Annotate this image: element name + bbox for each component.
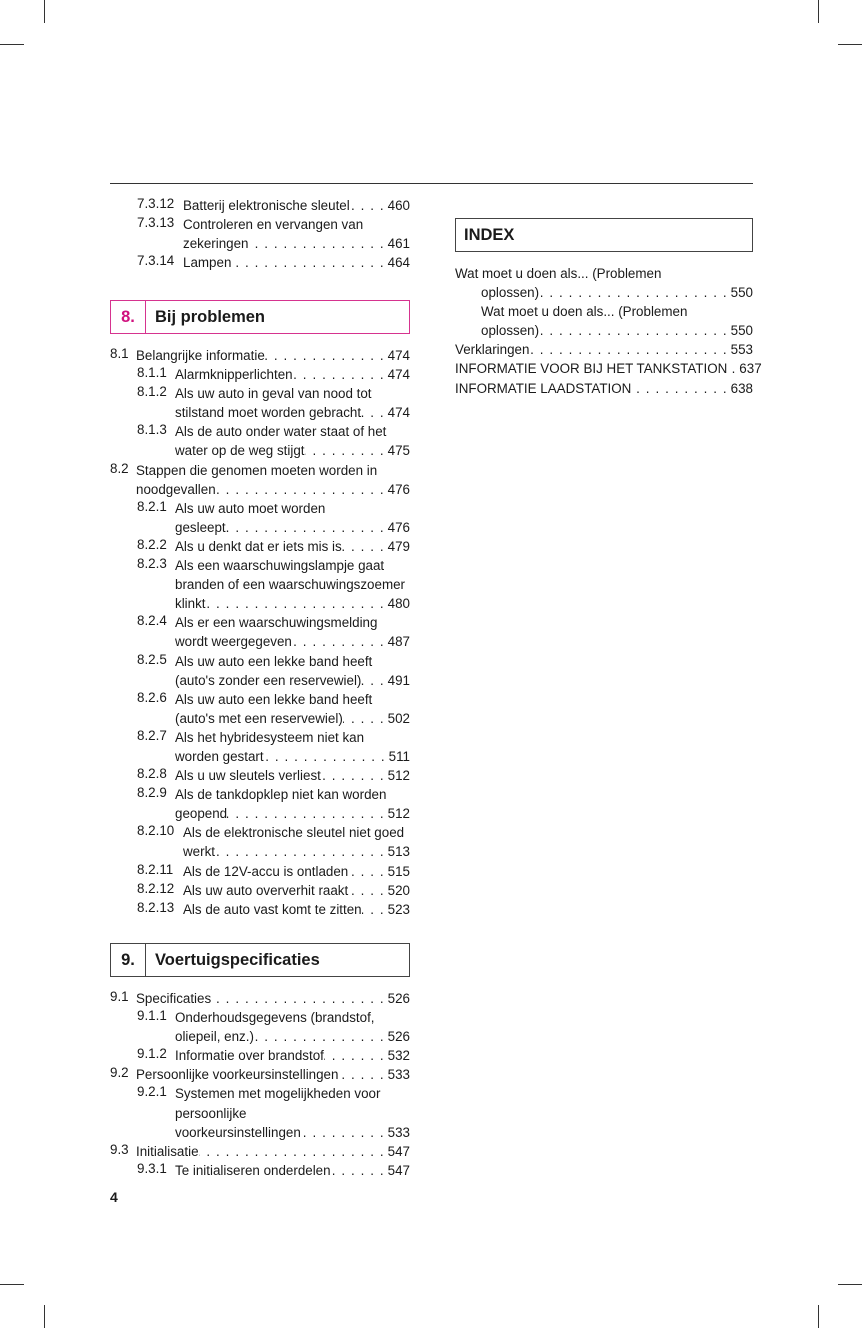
page-reference: 479 (387, 538, 410, 554)
entry-title: Te initialiseren onderdelen (175, 1162, 331, 1178)
page-reference: 533 (387, 1067, 410, 1083)
crop-mark (0, 1284, 24, 1285)
page-reference: 526 (387, 1029, 410, 1045)
entry-title: Wat moet u doen als... (Problemen (455, 266, 662, 281)
crop-mark (0, 44, 24, 45)
page-reference: 515 (387, 863, 410, 879)
entry-number: 8.2 (110, 460, 129, 476)
entry-title: Als de elektronische sleutel niet goed (183, 825, 405, 841)
entry-title: gesleept (175, 519, 226, 535)
toc-entry[interactable] (455, 302, 753, 340)
entry-title: oplossen) (481, 285, 540, 301)
dot-leader (211, 989, 387, 1008)
entry-title: Verklaringen (455, 342, 530, 358)
entry-title: Als er een waarschuwingsmelding (175, 615, 378, 631)
toc-entry[interactable] (110, 1065, 410, 1084)
dot-leader (348, 862, 387, 881)
page-reference: 512 (387, 768, 410, 784)
toc-entry[interactable] (110, 862, 410, 881)
entry-number: 8.2.10 (137, 823, 175, 839)
toc-entry[interactable] (455, 379, 753, 398)
header-rule (110, 183, 753, 184)
entry-title: Als uw auto moet worden (175, 500, 326, 516)
toc-entry[interactable] (110, 823, 410, 861)
dot-leader (361, 671, 387, 690)
chapter-number: 8. (111, 301, 146, 333)
entry-title: Persoonlijke voorkeursinstellingen (136, 1067, 339, 1083)
page-reference: 491 (387, 672, 410, 688)
dot-leader (539, 283, 731, 302)
entry-number: 8.1 (110, 346, 129, 361)
dot-leader (215, 842, 388, 861)
entry-title: oplossen) (481, 323, 540, 339)
entry-title: (auto's zonder een reservewiel) (175, 672, 362, 688)
toc-entry[interactable] (110, 766, 410, 785)
page-reference: 487 (387, 634, 410, 650)
page-reference: 533 (387, 1124, 410, 1140)
entry-number: 8.2.6 (137, 689, 167, 705)
dot-leader (264, 747, 389, 766)
entry-title: Als het hybridesysteem niet kan (175, 729, 365, 745)
crop-mark (44, 1305, 45, 1328)
dot-leader (350, 196, 388, 215)
page-reference: 550 (730, 323, 753, 339)
index-heading (455, 218, 753, 252)
dot-leader (361, 403, 388, 422)
toc-entry[interactable] (110, 1084, 410, 1141)
entry-number: 9.3 (110, 1141, 129, 1157)
chapter-number: 9. (111, 944, 146, 976)
entry-title: geopend (175, 806, 228, 822)
entry-number: 8.2.7 (137, 727, 167, 743)
entry-title: INFORMATIE VOOR BIJ HET TANKSTATION (455, 361, 728, 377)
entry-title: Onderhoudsgegevens (brandstof, (175, 1010, 375, 1026)
toc-entry[interactable] (110, 1008, 410, 1046)
page-reference: 523 (387, 901, 410, 917)
page-reference: 475 (387, 443, 410, 459)
entry-number: 8.1.1 (137, 365, 167, 381)
dot-leader (249, 234, 388, 253)
entry-title: Als uw auto een lekke band heeft (175, 653, 373, 669)
index-entries (455, 264, 762, 398)
toc-entry[interactable] (110, 556, 410, 613)
entry-title: Als u denkt dat er iets mis is (175, 538, 342, 554)
entry-title: persoonlijke (175, 1105, 247, 1121)
entry-title: Als de auto onder water staat of het (175, 424, 387, 440)
toc-entry[interactable] (110, 346, 410, 365)
dot-leader (321, 766, 388, 785)
dot-leader (529, 340, 730, 359)
dot-leader (727, 359, 739, 378)
toc-entry[interactable] (455, 264, 753, 302)
toc-entry[interactable] (455, 340, 753, 359)
entry-number: 8.2.11 (137, 861, 174, 877)
page-reference: 461 (387, 236, 410, 252)
page-reference: 547 (387, 1162, 410, 1178)
page-reference: 547 (387, 1143, 410, 1159)
dot-leader (362, 900, 388, 919)
page-reference: 464 (387, 255, 410, 271)
page-reference: 474 (387, 348, 410, 363)
entry-title: Stappen die genomen moeten worden in (136, 462, 378, 478)
entry-number: 7.3.13 (137, 215, 175, 231)
entry-title: Als uw auto in geval van nood tot (175, 386, 372, 402)
page-reference: 512 (387, 806, 410, 822)
entry-number: 8.1.2 (137, 384, 167, 400)
entry-title: Alarmknipperlichten (175, 367, 293, 383)
chapter-8-heading (110, 300, 410, 334)
toc-entry[interactable] (110, 652, 410, 690)
toc-entry[interactable] (110, 989, 410, 1008)
entry-number: 9.2.1 (137, 1084, 167, 1100)
toc-entry[interactable] (110, 253, 410, 272)
entry-number: 9.1.2 (137, 1046, 167, 1062)
chapter-9-heading (110, 943, 410, 977)
page-reference: 474 (387, 405, 410, 421)
entry-title: wordt weergegeven (175, 634, 292, 650)
entry-title: Als de auto vast komt te zitten (183, 901, 362, 917)
toc-entry[interactable] (110, 690, 410, 728)
dot-leader (348, 881, 387, 900)
page-reference: 520 (387, 882, 410, 898)
page-reference: 480 (387, 596, 410, 612)
entry-title: branden of een waarschuwingszoemer (175, 577, 406, 593)
entry-title: Als de 12V-accu is ontladen (183, 863, 349, 879)
dot-leader (265, 346, 388, 365)
index-title: INDEX (464, 225, 515, 244)
page-reference: 474 (387, 367, 410, 383)
entry-title: Als een waarschuwingslampje gaat (175, 558, 385, 574)
toc-entry[interactable] (110, 499, 410, 537)
crop-mark (838, 44, 862, 45)
toc-entry[interactable] (455, 359, 762, 378)
entry-title: Wat moet u doen als... (Problemen (481, 304, 688, 320)
toc-entry[interactable] (110, 384, 410, 422)
chapter-9-entries (110, 989, 410, 1180)
entry-title: INFORMATIE LAADSTATION (455, 380, 632, 396)
dot-leader (305, 441, 388, 460)
entry-number: 7.3.12 (137, 196, 175, 211)
entry-title: Systemen met mogelijkheden voor (175, 1086, 381, 1102)
entry-number: 8.2.5 (137, 651, 167, 667)
toc-entry[interactable] (110, 728, 410, 766)
toc-entry[interactable] (110, 900, 410, 919)
page-reference: 476 (387, 481, 410, 497)
page-reference: 502 (387, 710, 410, 726)
toc-entry[interactable] (110, 881, 410, 900)
entry-number: 9.3.1 (137, 1160, 167, 1176)
entry-number: 8.2.9 (137, 785, 167, 801)
dot-leader (226, 518, 388, 537)
entry-title: klinkt (175, 596, 206, 612)
entry-title: (auto's met een reservewiel) (175, 710, 343, 726)
entry-number: 8.2.13 (137, 899, 175, 915)
entry-title: Controleren en vervangen van (183, 217, 364, 233)
dot-leader (227, 804, 388, 823)
chapter-8-entries (110, 346, 410, 919)
entry-number: 8.2.1 (137, 498, 167, 514)
entry-title: Initialisatie (136, 1143, 199, 1159)
entry-title: Als de tankdopklep niet kan worden (175, 787, 387, 803)
page-reference: 511 (388, 748, 410, 764)
toc-entry[interactable] (110, 422, 410, 460)
page-reference: 553 (730, 342, 753, 358)
entry-number: 8.2.8 (137, 766, 167, 782)
entry-title: Batterij elektronische sleutel (183, 198, 350, 213)
dot-leader (631, 379, 730, 398)
page-reference: 550 (730, 285, 753, 301)
crop-mark (44, 0, 45, 23)
entry-title: stilstand moet worden gebracht (175, 405, 362, 421)
entry-number: 9.1.1 (137, 1008, 167, 1024)
toc-entry[interactable] (110, 537, 410, 556)
entry-title: water op de weg stijgt (175, 443, 305, 459)
toc-entry[interactable] (110, 785, 410, 823)
chapter-title: Voertuigspecificaties (155, 950, 320, 969)
page-reference: 637 (739, 361, 762, 377)
entry-title: Als u uw sleutels verliest (175, 768, 321, 784)
entry-title: werkt (183, 844, 215, 860)
toc-entry[interactable] (110, 365, 410, 384)
toc-entry[interactable] (110, 1142, 410, 1161)
entry-title: worden gestart (175, 748, 264, 764)
entry-number: 8.1.3 (137, 422, 167, 438)
entry-number: 7.3.14 (137, 253, 175, 269)
entry-number: 8.2.2 (137, 536, 167, 552)
entry-title: oliepeil, enz.) (175, 1029, 254, 1045)
page-number: 4 (110, 1189, 118, 1205)
toc-entry[interactable] (110, 1046, 410, 1065)
chapter-title: Bij problemen (155, 307, 266, 326)
dot-leader (231, 253, 387, 272)
entry-title: Specificaties (136, 991, 212, 1006)
crop-mark (838, 1284, 862, 1285)
page-reference: 532 (387, 1048, 410, 1064)
entry-title: noodgevallen (136, 481, 216, 497)
page-reference: 638 (730, 380, 753, 396)
toc-continued (110, 196, 410, 272)
entry-title: voorkeursinstellingen (175, 1124, 301, 1140)
page-reference: 513 (387, 844, 410, 860)
dot-leader (199, 1142, 388, 1161)
entry-number: 8.2.12 (137, 880, 175, 896)
dot-leader (254, 1027, 388, 1046)
dot-leader (206, 594, 388, 613)
entry-number: 8.2.3 (137, 556, 167, 572)
toc-entry[interactable] (110, 613, 410, 651)
entry-title: Lampen (183, 255, 232, 271)
entry-title: Als uw auto een lekke band heeft (175, 691, 373, 707)
dot-leader (324, 1046, 388, 1065)
dot-leader (301, 1123, 388, 1142)
page-reference: 476 (387, 519, 410, 535)
entry-title: Informatie over brandstof (175, 1048, 324, 1064)
toc-entry[interactable] (110, 1161, 410, 1180)
page-reference: 460 (387, 198, 410, 213)
entry-number: 9.2 (110, 1065, 129, 1081)
entry-number: 8.2.4 (137, 613, 167, 629)
dot-leader (293, 365, 388, 384)
crop-mark (818, 1305, 819, 1328)
entry-number: 9.1 (110, 989, 129, 1004)
entry-title: zekeringen (183, 236, 249, 252)
entry-title: Als uw auto oververhit raakt (183, 882, 349, 898)
dot-leader (343, 709, 388, 728)
toc-entry[interactable] (110, 461, 410, 499)
toc-entry[interactable] (110, 215, 410, 253)
dot-leader (331, 1161, 388, 1180)
dot-leader (292, 632, 388, 651)
crop-mark (818, 0, 819, 23)
toc-entry[interactable] (110, 196, 410, 215)
dot-leader (338, 1065, 387, 1084)
dot-leader (216, 480, 388, 499)
entry-title: Belangrijke informatie (136, 348, 265, 363)
dot-leader (342, 537, 388, 556)
dot-leader (539, 321, 731, 340)
page-reference: 526 (387, 991, 410, 1006)
